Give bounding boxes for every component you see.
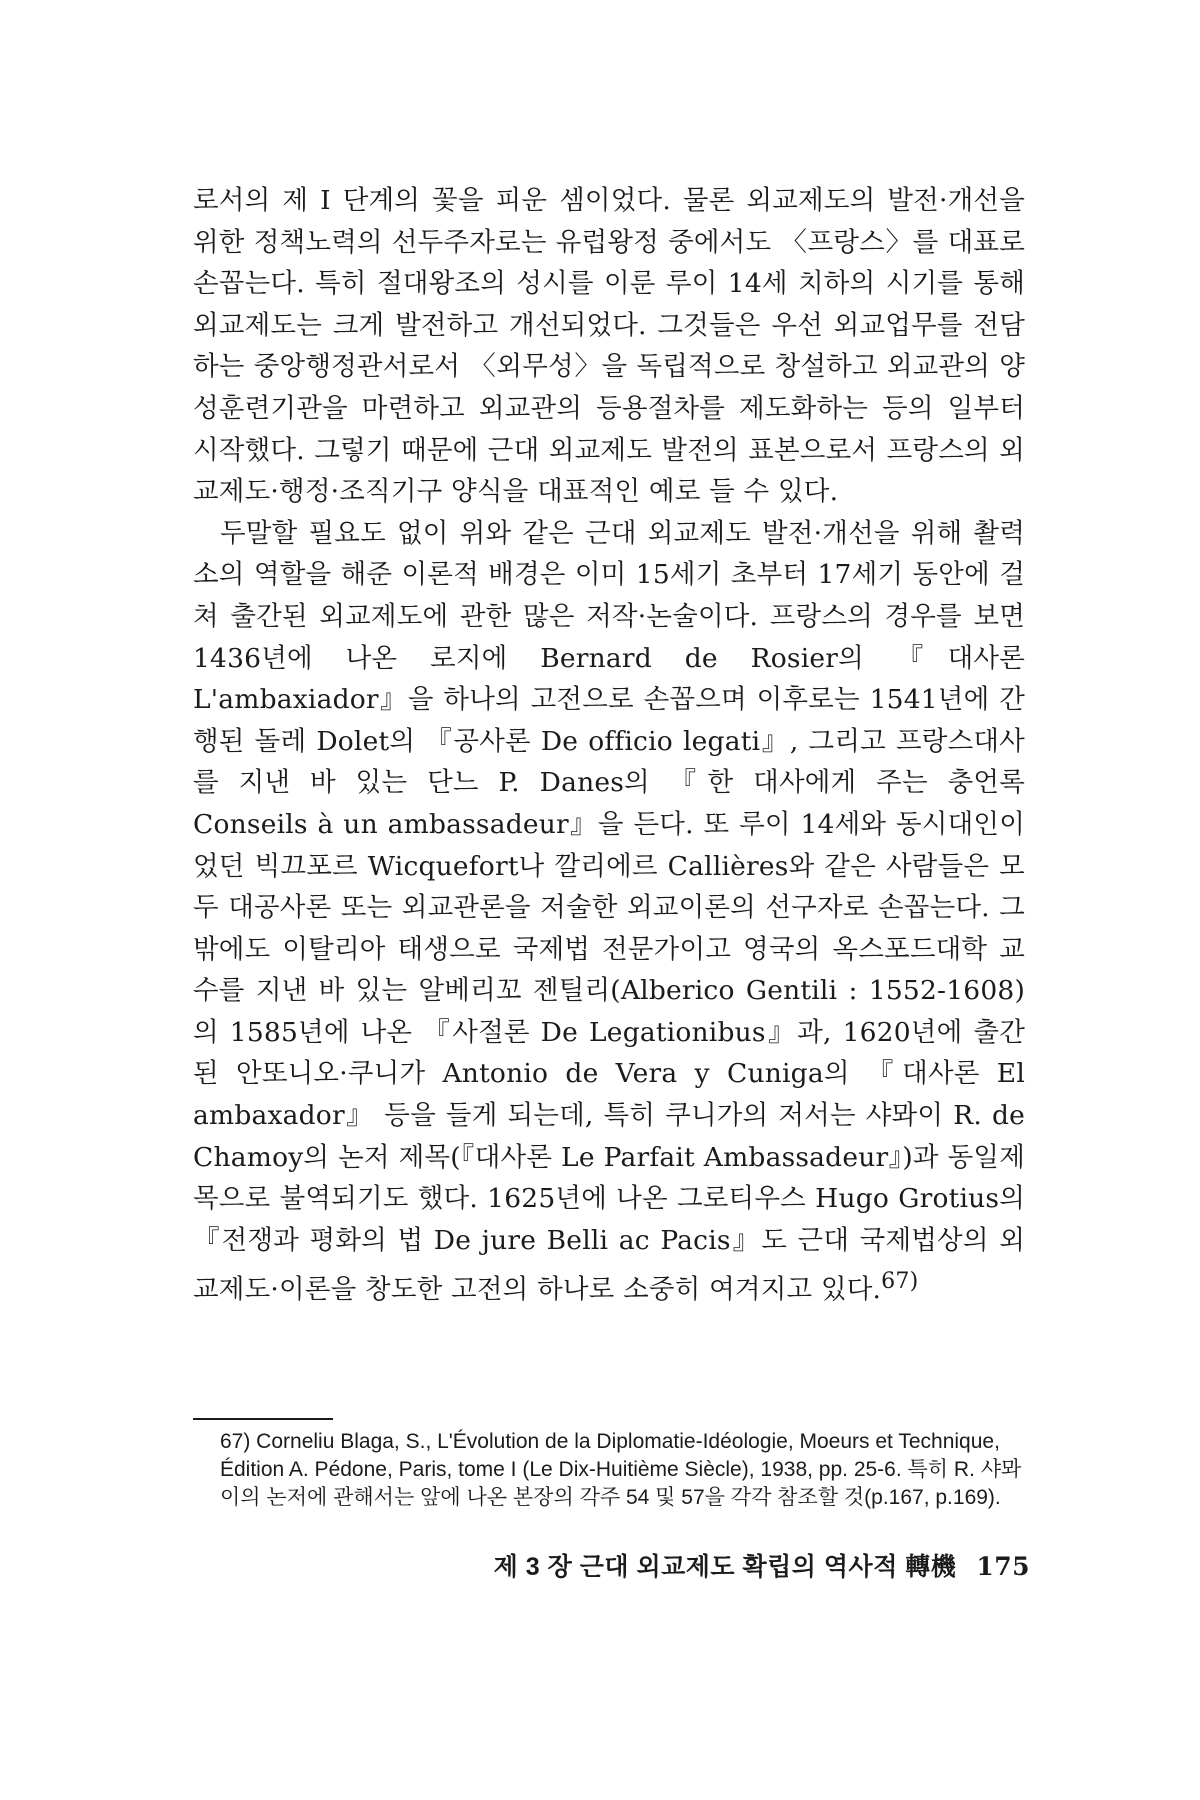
paragraph-1: 로서의 제 I 단계의 꽃을 피운 셈이었다. 물론 외교제도의 발전·개선을 위한 정책노력의 선두주자로는 유럽왕정 중에서도 〈프랑스〉를 대표로 손꼽는다. 특히 절대왕조의 성시를 이룬 루이 14세 치하의 시기를 통해 외교제도는 크게 발전하고 개선되었다. 그것들은 우선 외교업무를 전담하는 중앙행정관서로서 〈외무성〉을 독립적으로 창설하고 외교관의 양성훈련기관을 마련하고 외교관의 등용절차를 제도화하는 등의 일부터 시작했다. 그렇기 때문에 근대 외교제도 발전의 표본으로서 프랑스의 외교제도·행정·조직기구 양식을 대표적인 예로 들 수 있다. [193, 185, 1025, 508]
page-number: 175 [976, 1552, 1030, 1581]
paragraph-2-text: 두말할 필요도 없이 위와 같은 근대 외교제도 발전·개선을 위해 촬력소의 역할을 해준 이론적 배경은 이미 15세기 초부터 17세기 동안에 걸쳐 출간된 외교제도에 관한 많은 저작·논술이다. 프랑스의 경우를 보면 1436년에 나온 로지에 Bernard de Rosier의 『대사론 L'ambaxiador』을 하나의 고전으로 손꼽으며 이후로는 1541년에 간행된 돌레 Dolet의 『공사론 De officio legati』, 그리고 프랑스대사를 지낸 바 있는 단느 P. Danes의 『한 대사에게 주는 충언록 Conseils à un ambassadeur』을 든다. 또 루이 14세와 동시대인이었던 빅끄포르 Wicquefort나 깔리에르 Callières와 같은 사람들은 모두 대공사론 또는 외교관론을 저술한 외교이론의 선구자로 손꼽는다. 그 밖에도 이탈리아 태생으로 국제법 전문가이고 영국의 옥스포드대학 교수를 지낸 바 있는 알베리꼬 젠틸리(Alberico Gentili : 1552-1608)의 1585년에 나온 『사절론 De Legationibus』과, 1620년에 출간된 안또니오·쿠니가 Antonio de Vera y Cuniga의 『대사론 El ambaxador』 등을 들게 되는데, 특히 쿠니가의 저서는 샤뫄이 R. de Chamoy의 논저 제목(『대사론 Le Parfait Ambassadeur』)과 동일제목으로 불역되기도 했다. 1625년에 나온 그로티우스 Hugo Grotius의 『전쟁과 평화의 법 De jure Belli ac Pacis』도 근대 국제법상의 외교제도·이론을 창도한 고전의 하나로 소중히 여겨지고 있다. [193, 517, 1025, 1306]
page-footer [460, 1552, 1030, 1582]
paragraph-2 [193, 513, 1025, 1311]
footnote-divider [193, 1418, 333, 1420]
body-text [193, 180, 1025, 1311]
running-footer-title: 제 3 장 근대 외교제도 확립의 역사적 轉機 [493, 1553, 957, 1581]
footnote-67: 67) Corneliu Blaga, S., L'Évolution de la Diplomatie-Idéologie, Moeurs et Technique, Édition A. Pédone, Paris, tome I (Le Dix-Huitième Siècle), 1938, pp. 25-6. 특히 R. 샤뫄이의 논저에 관해서는 앞에 나온 본장의 각주 54 및 57을 각각 참조할 것(p.167, p.169). [220, 1430, 1022, 1509]
footnote-reference: 67) [881, 1269, 919, 1295]
